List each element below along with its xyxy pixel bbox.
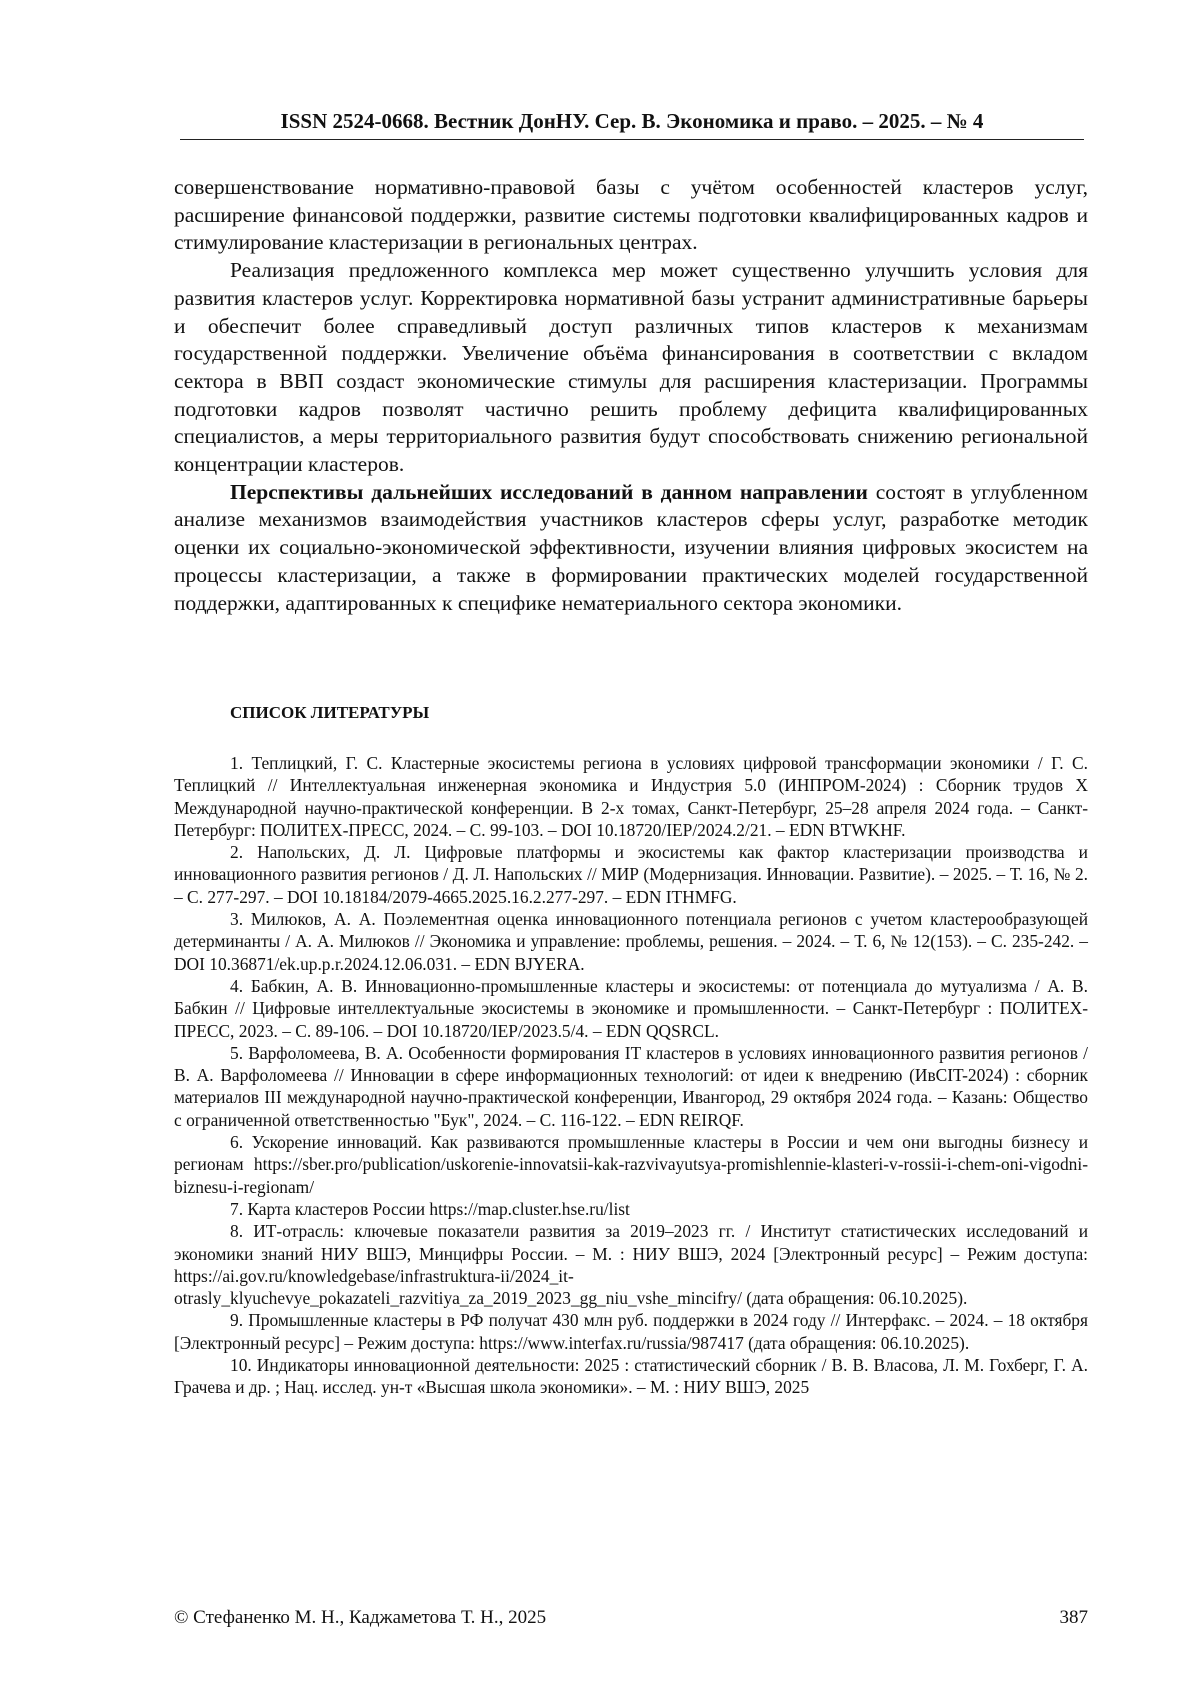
reference-item: 5. Варфоломеева, В. А. Особенности формирования IT кластеров в условиях инновационного развития регионов / В. А. Варфоломеева // Инновации в сфере информационных технологий: от идеи к внедрению (ИвСIT-2024) : сборник материалов III международной научно-практической конференции, Ивангород, 29 октября 2024 года. – Казань: Общество с ограниченной ответственностью "Бук", 2024. – С. 116-122. – EDN REIRQF.	[174, 1042, 1088, 1130]
reference-item: 1. Теплицкий, Г. С. Кластерные экосистемы региона в условиях цифровой трансформации экономики / Г. С. Теплицкий // Интеллектуальная инженерная экономика и Индустрия 5.0 (ИНПРОМ-2024) : Сборник трудов X Международной научно-практической конференции. В 2-х томах, Санкт-Петербург, 25–28 апреля 2024 года. – Санкт-Петербург: ПОЛИТЕХ-ПРЕСС, 2024. – С. 99-103. – DOI 10.18720/IEP/2024.2/21. – EDN BTWKHF.	[174, 753, 1088, 840]
paragraph-text: состоят в углубленном анализе механизмов взаимодействия участников кластеров сферы услуг, разработке методик оценки их социально-экономической эффективности, изучении влияния цифровых экосистем на процессы кластеризации, а также в формировании практических моделей государственной поддержки, адаптированных к специфике нематериального сектора экономики.	[174, 479, 1088, 615]
page-number: 387	[1059, 1607, 1088, 1628]
reference-item: 6. Ускорение инноваций. Как развиваются промышленные кластеры в России и чем они выгодны бизнесу и регионам https://sber.pro/publication/uskorenie-innovatsii-kak-razvivayutsya-promishlennie-klasteri-v-rossii-i-chem-oni-vigodni-biznesu-i-regionam/	[174, 1132, 1088, 1197]
paragraph: Реализация предложенного комплекса мер может существенно улучшить условия для развития кластеров услуг. Корректировка нормативной базы устранит административные барьеры и обеспечит более справедливый доступ различных типов кластеров к механизмам государственной поддержки. Увеличение объёма финансирования в соответствии с вкладом сектора в ВВП создаст экономические стимулы для расширения кластеризации. Программы подготовки кадров позволят частично решить проблему дефицита квалифицированных специалистов, а меры территориального развития будут способствовать снижению региональной концентрации кластеров.	[174, 258, 1088, 477]
references-list	[174, 752, 1088, 1399]
copyright: © Стефаненко М. Н., Каджаметова Т. Н., 2025	[174, 1607, 547, 1628]
paragraph: совершенствование нормативно-правовой базы с учётом особенностей кластеров услуг, расширение финансовой поддержки, развитие системы подготовки квалифицированных кадров и стимулирование кластеризации в региональных центрах.	[174, 175, 1088, 255]
journal-header: ISSN 2524-0668. Вестник ДонНУ. Сер. В. Экономика и право. – 2025. – № 4	[180, 108, 1084, 140]
reference-item: 3. Милюков, А. А. Поэлементная оценка инновационного потенциала регионов с учетом кластерообразующей детерминанты / А. А. Милюков // Экономика и управление: проблемы, решения. – 2024. – Т. 6, № 12(153). – С. 235-242. – DOI 10.36871/ek.up.p.r.2024.12.06.031. – EDN BJYERA.	[174, 909, 1088, 974]
references-title: СПИСОК ЛИТЕРАТУРЫ	[230, 703, 430, 722]
reference-item: 2. Напольских, Д. Л. Цифровые платформы и экосистемы как фактор кластеризации производства и инновационного развития регионов / Д. Л. Напольских // МИР (Модернизация. Инновации. Развитие). – 2025. – Т. 16, № 2. – С. 277-297. – DOI 10.18184/2079-4665.2025.16.2.277-297. – EDN ITHMFG.	[174, 842, 1088, 907]
paragraph-lead-bold: Перспективы дальнейших исследований в данном направлении	[230, 479, 868, 504]
reference-item: 9. Промышленные кластеры в РФ получат 430 млн руб. поддержки в 2024 году // Интерфакс. – 2024. – 18 октября [Электронный ресурс] – Режим доступа: https://www.interfax.ru/russia/987417 (дата обращения: 06.10.2025).	[174, 1310, 1088, 1353]
reference-item: 7. Карта кластеров России https://map.cluster.hse.ru/list	[230, 1198, 630, 1219]
reference-item: 8. ИТ-отрасль: ключевые показатели развития за 2019–2023 гг. / Институт статистических исследований и экономики знаний НИУ ВШЭ, Минцифры России. – М. : НИУ ВШЭ, 2024 [Электронный ресурс] – Режим доступа: https://ai.gov.ru/knowledgebase/infrastruktura-ii/2024_it-otrasly_klyuchevye_pokazateli_razvitiya_za_2019_2023_gg_niu_vshe_mincifry/ (дата обращения: 06.10.2025).	[174, 1221, 1088, 1309]
reference-item: 4. Бабкин, А. В. Инновационно-промышленные кластеры и экосистемы: от потенциала до мутуализма / А. В. Бабкин // Цифровые интеллектуальные экосистемы в экономике и промышленности. – Санкт-Петербург : ПОЛИТЕХ-ПРЕСС, 2023. – С. 89-106. – DOI 10.18720/IEP/2023.5/4. – EDN QQSRCL.	[174, 975, 1088, 1041]
paragraph	[174, 479, 1088, 618]
reference-item: 10. Индикаторы инновационной деятельности: 2025 : статистический сборник / В. В. Власова, Л. М. Гохберг, Г. А. Грачева и др. ; Нац. исслед. ун-т «Высшая школа экономики». – М. : НИУ ВШЭ, 2025	[174, 1355, 1088, 1398]
body-text	[174, 174, 1088, 617]
